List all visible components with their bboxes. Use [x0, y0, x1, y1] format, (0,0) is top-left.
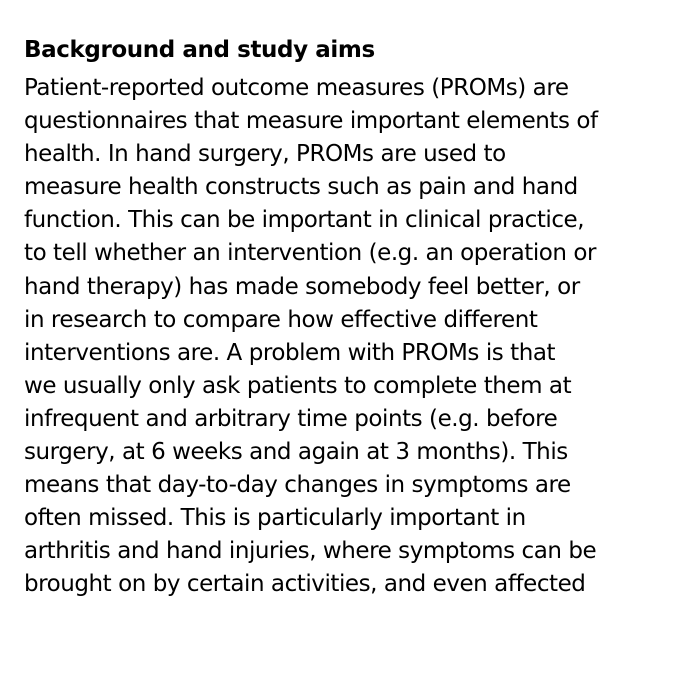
paragraph-line: surgery, at 6 weeks and again at 3 months). This: [24, 439, 568, 466]
paragraph-line: interventions are. A problem with PROMs is that: [24, 339, 556, 366]
paragraph-line: measure health constructs such as pain and hand: [24, 174, 578, 201]
paragraph-line: arthritis and hand injuries, where symptoms can be: [24, 538, 597, 565]
paragraph-line: infrequent and arbitrary time points (e.g. before: [24, 405, 558, 432]
body-paragraph: [24, 72, 598, 602]
paragraph-line: Patient-reported outcome measures (PROMs) are: [24, 75, 569, 101]
paragraph-line: health. In hand surgery, PROMs are used to: [24, 141, 506, 168]
paragraph-line: means that day-to-day changes in symptoms are: [24, 472, 571, 499]
paragraph-line: questionnaires that measure important elements of: [24, 108, 598, 135]
paragraph-line: in research to compare how effective different: [24, 306, 538, 333]
paragraph-line: hand therapy) has made somebody feel better, or: [24, 273, 580, 300]
section-heading: Background and study aims: [24, 37, 375, 63]
paragraph-line: to tell whether an intervention (e.g. an operation or: [24, 240, 597, 267]
paragraph-line: brought on by certain activities, and even affected: [24, 571, 586, 598]
paragraph-line: function. This can be important in clinical practice,: [24, 207, 585, 234]
paragraph-line: often missed. This is particularly important in: [24, 505, 526, 532]
paragraph-line: we usually only ask patients to complete them at: [24, 372, 572, 399]
